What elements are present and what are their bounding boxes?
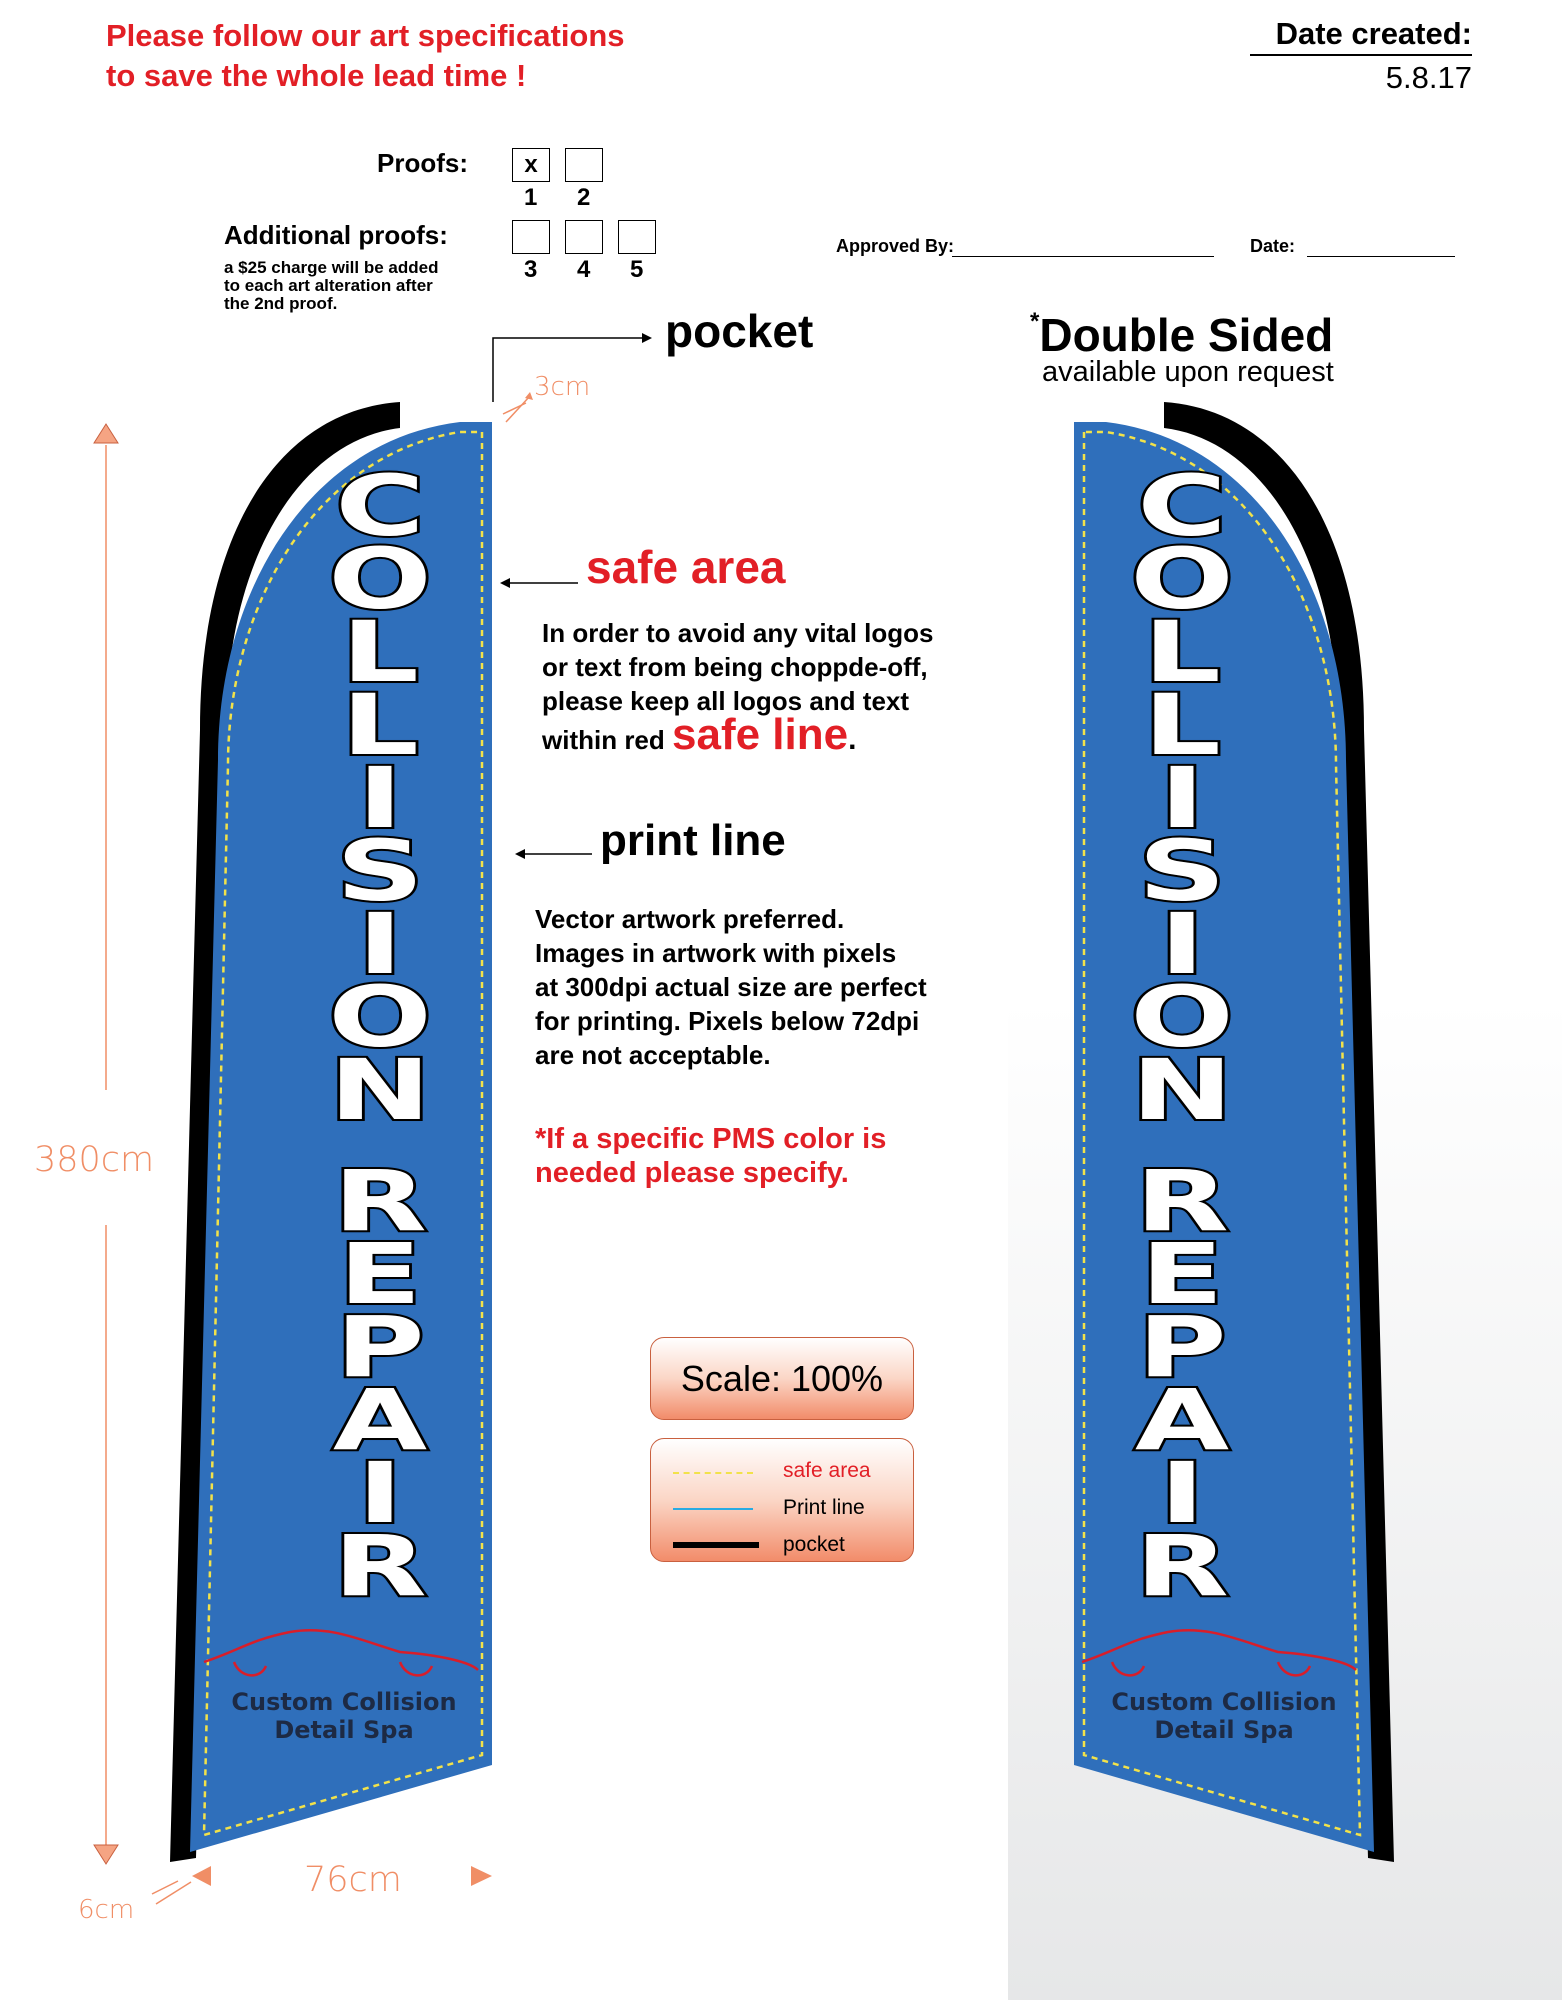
charge-note-line-2: to each art alteration after bbox=[224, 276, 433, 295]
vector-text-line-4: for printing. Pixels below 72dpi bbox=[535, 1006, 920, 1036]
flag-front-letter-2-3: A bbox=[332, 1371, 428, 1469]
flag-front-letter-1-1: O bbox=[328, 530, 432, 628]
proofs-label: Proofs: bbox=[377, 148, 468, 178]
approval-date-label: Date: bbox=[1250, 236, 1296, 256]
double-sided-subtitle: available upon request bbox=[1042, 356, 1334, 388]
safe-area-text-line-2: or text from being choppde-off, bbox=[542, 652, 928, 682]
flag-front-letter-1-7: O bbox=[328, 968, 432, 1066]
pms-note-line-1: *If a specific PMS color is bbox=[535, 1123, 887, 1155]
vector-text-line-3: at 300dpi actual size are perfect bbox=[535, 972, 927, 1002]
flag-back-letter-1-3: L bbox=[1143, 676, 1221, 774]
double-sided-title bbox=[1030, 308, 1333, 362]
flag-front-letter-2-2: P bbox=[335, 1298, 425, 1396]
vector-text-line-1: Vector artwork preferred. bbox=[535, 904, 845, 934]
logo-text-front bbox=[224, 1688, 464, 1744]
flag-back-letter-1-7: O bbox=[1130, 968, 1234, 1066]
safe-line-period: . bbox=[848, 723, 857, 756]
legend-item-safe-area bbox=[651, 1459, 913, 1489]
flag-text-back bbox=[1112, 457, 1252, 1620]
double-sided-label: Double Sided bbox=[1039, 309, 1334, 361]
height-dimension: 380cm bbox=[34, 1140, 155, 1180]
proof-number-1: 1 bbox=[524, 184, 538, 211]
logo-text-back bbox=[1104, 1688, 1344, 1744]
proof-number-5: 5 bbox=[630, 256, 644, 283]
flag-back-letter-1-8: N bbox=[1131, 1041, 1233, 1139]
flag-back-letter-2-3: A bbox=[1134, 1371, 1230, 1469]
proof-checkbox-1[interactable]: x bbox=[512, 148, 550, 182]
logo-text-back-line-2: Detail Spa bbox=[1154, 1716, 1294, 1744]
scale-badge bbox=[650, 1337, 914, 1420]
vector-text-line-2: Images in artwork with pixels bbox=[535, 938, 897, 968]
safe-line-label: safe line bbox=[672, 710, 849, 759]
date-created-label: Date created: bbox=[1250, 16, 1472, 56]
legend-item-print-line bbox=[651, 1496, 913, 1526]
flag-front-letter-1-2: L bbox=[341, 603, 419, 701]
flag-back-letter-1-6: I bbox=[1159, 895, 1205, 993]
flag-front-letter-1-5: S bbox=[336, 822, 424, 920]
scale-label: Scale: 100% bbox=[680, 1358, 884, 1399]
charge-note-line-3: the 2nd proof. bbox=[224, 294, 338, 313]
flag-text-front bbox=[310, 457, 450, 1620]
pole-dimension: 6cm bbox=[78, 1895, 135, 1925]
pms-note-line-2: needed please specify. bbox=[535, 1157, 849, 1189]
flag-front-letter-1-4: I bbox=[357, 749, 403, 847]
flag-back-letter-2-5: R bbox=[1135, 1517, 1229, 1615]
flag-back-letter-1-0: C bbox=[1137, 457, 1227, 555]
flag-front-letter-1-3: L bbox=[341, 676, 419, 774]
flag-back-letter-2-0: R bbox=[1135, 1152, 1229, 1250]
proof-number-4: 4 bbox=[577, 256, 591, 283]
flag-back-letter-1-5: S bbox=[1138, 822, 1226, 920]
flag-front-letter-1-6: I bbox=[357, 895, 403, 993]
flag-front-letter-2-4: I bbox=[357, 1444, 403, 1542]
vector-text-line-5: are not acceptable. bbox=[535, 1040, 771, 1070]
legend-label-safe-area: safe area bbox=[783, 1459, 871, 1482]
flag-front-letter-1-0: C bbox=[335, 457, 425, 555]
flag-back-letter-2-2: P bbox=[1137, 1298, 1227, 1396]
logo-text-front-line-2: Detail Spa bbox=[274, 1716, 414, 1744]
flag-back-letter-2-4: I bbox=[1159, 1444, 1205, 1542]
legend-swatch-pocket bbox=[673, 1542, 759, 1548]
date-created-value: 5.8.17 bbox=[1385, 60, 1472, 95]
proof-number-3: 3 bbox=[524, 256, 538, 283]
double-sided-asterisk: * bbox=[1030, 308, 1040, 335]
safe-area-heading: safe area bbox=[586, 541, 786, 593]
flag-back-letter-2-1: E bbox=[1140, 1225, 1224, 1323]
legend-box bbox=[650, 1438, 914, 1562]
logo-text-back-line-1: Custom Collision bbox=[1111, 1688, 1337, 1716]
flag-front-letter-1-8: N bbox=[329, 1041, 431, 1139]
legend-swatch-safe-area bbox=[673, 1472, 753, 1474]
flag-back-letter-1-4: I bbox=[1159, 749, 1205, 847]
approved-by-label: Approved By: bbox=[836, 236, 955, 256]
flag-front-letter-2-1: E bbox=[338, 1225, 422, 1323]
flag-front-letter-2-0: R bbox=[333, 1152, 427, 1250]
flag-front-letter-2-5: R bbox=[333, 1517, 427, 1615]
vector-artwork-text bbox=[535, 902, 927, 1072]
legend-label-pocket: pocket bbox=[783, 1533, 845, 1556]
pms-note bbox=[535, 1122, 886, 1190]
flag-back-letter-1-2: L bbox=[1143, 603, 1221, 701]
charge-note-line-1: a $25 charge will be added bbox=[224, 258, 439, 277]
safe-area-text-line-3: please keep all logos and text bbox=[542, 686, 910, 716]
proof-number-2: 2 bbox=[577, 184, 591, 211]
print-line-heading: print line bbox=[600, 816, 786, 865]
logo-text-front-line-1: Custom Collision bbox=[231, 1688, 457, 1716]
pocket-dimension: 3cm bbox=[534, 372, 591, 402]
flag-back-letter-1-1: O bbox=[1130, 530, 1234, 628]
legend-item-pocket bbox=[651, 1533, 913, 1563]
instruction-line-2: to save the whole lead time ! bbox=[106, 58, 527, 93]
additional-proofs-label: Additional proofs: bbox=[224, 220, 448, 250]
safe-area-text-within: within red bbox=[542, 725, 665, 755]
safe-area-text-line-4 bbox=[542, 710, 934, 759]
safe-area-text bbox=[542, 616, 934, 757]
pocket-label: pocket bbox=[665, 305, 814, 357]
width-dimension: 76cm bbox=[304, 1860, 402, 1900]
legend-swatch-print-line bbox=[673, 1508, 753, 1510]
legend-label-print-line: Print line bbox=[783, 1496, 865, 1519]
safe-area-text-line-1: In order to avoid any vital logos bbox=[542, 618, 934, 648]
instruction-line-1: Please follow our art specifications bbox=[106, 18, 625, 53]
